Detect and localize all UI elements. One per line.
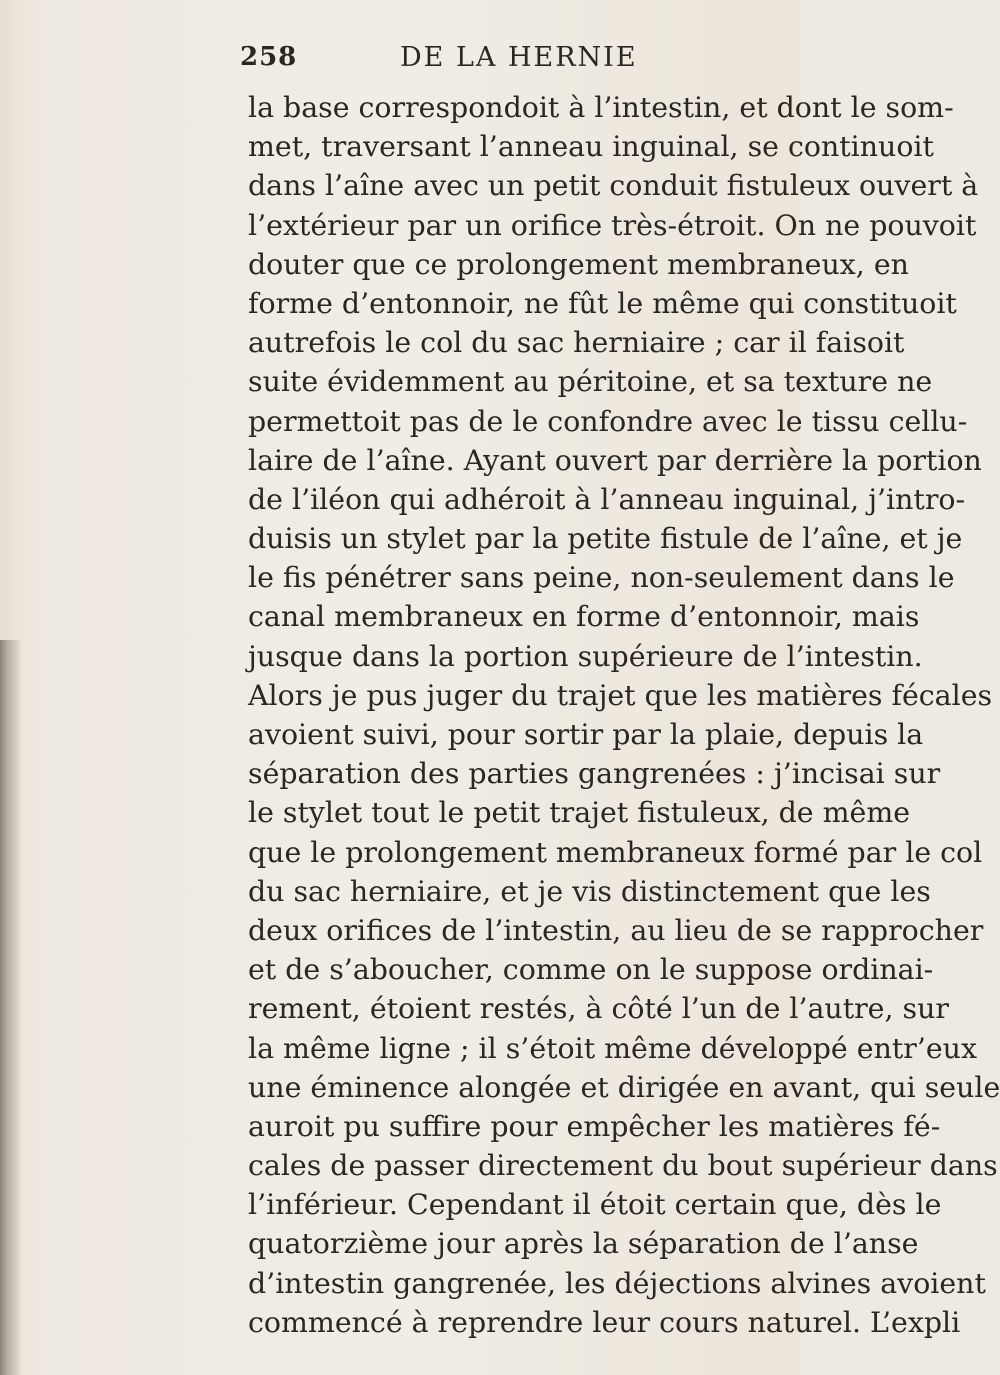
text-line: dans l’aîne avec un petit conduit fistuleux ouvert à <box>248 169 979 203</box>
running-head: DE LA HERNIE <box>400 42 638 73</box>
text-line: et de s’aboucher, comme on le suppose ordinai- <box>248 953 934 987</box>
text-line: le stylet tout le petit trajet fistuleux, de même <box>248 796 911 830</box>
text-line: avoient suivi, pour sortir par la plaie, depuis la <box>248 718 924 751</box>
text-line: suite évidemment au péritoine, et sa texture ne <box>248 365 933 399</box>
text-line: commencé à reprendre leur cours naturel. L’expli <box>248 1305 961 1339</box>
text-line: l’inférieur. Cependant il étoit certain que, dès le <box>248 1188 942 1222</box>
text-line: jusque dans la portion supérieure de l’intestin. <box>248 639 923 673</box>
text-line: Alors je pus juger du trajet que les matières fécales <box>248 678 993 712</box>
text-line: auroit pu suffire pour empêcher les matières fé- <box>248 1109 941 1143</box>
text-line: deux orifices de l’intestin, au lieu de se rapprocher <box>248 913 984 947</box>
text-line: de l’iléon qui adhéroit à l’anneau inguinal, j’intro- <box>248 482 966 516</box>
body-text <box>248 88 1000 1342</box>
text-line: canal membraneux en forme d’entonnoir, mais <box>248 600 920 634</box>
text-line: douter que ce prolongement membraneux, en <box>248 247 909 281</box>
text-line: d’intestin gangrenée, les déjections alvines avoient <box>248 1266 986 1300</box>
text-line: le fis pénétrer sans peine, non-seulement dans le <box>248 561 955 595</box>
text-line: forme d’entonnoir, ne fût le même qui constituoit <box>248 286 957 320</box>
text-line: la même ligne ; il s’étoit même développé entr’eux <box>248 1031 977 1065</box>
text-line: que le prolongement membraneux formé par le col <box>248 835 983 869</box>
text-line: duisis un stylet par la petite fistule de l’aîne, et je <box>248 522 963 556</box>
text-line: séparation des parties gangrenées : j’incisai sur <box>248 757 941 791</box>
text-line: laire de l’aîne. Ayant ouvert par derrière la portion <box>248 443 982 477</box>
text-line: autrefois le col du sac herniaire ; car il faisoit <box>248 326 905 360</box>
text-line: cales de passer directement du bout supérieur dans <box>248 1149 998 1183</box>
page-edge-shadow <box>0 640 22 1375</box>
text-line: l’extérieur par un orifice très-étroit. On ne pouvoit <box>248 208 977 242</box>
text-line: la base correspondoit à l’intestin, et dont le som- <box>248 91 954 124</box>
text-line: rement, étoient restés, à côté l’un de l’autre, sur <box>248 992 949 1026</box>
page-header <box>240 42 640 82</box>
text-line: quatorzième jour après la séparation de l’anse <box>248 1227 919 1261</box>
text-line: une éminence alongée et dirigée en avant, qui seule <box>248 1070 1000 1104</box>
page-number: 258 <box>240 42 298 72</box>
text-line: permettoit pas de le confondre avec le tissu cellu- <box>248 404 968 438</box>
text-line: met, traversant l’anneau inguinal, se continuoit <box>248 130 934 164</box>
text-line: du sac herniaire, et je vis distinctement que les <box>248 874 931 908</box>
